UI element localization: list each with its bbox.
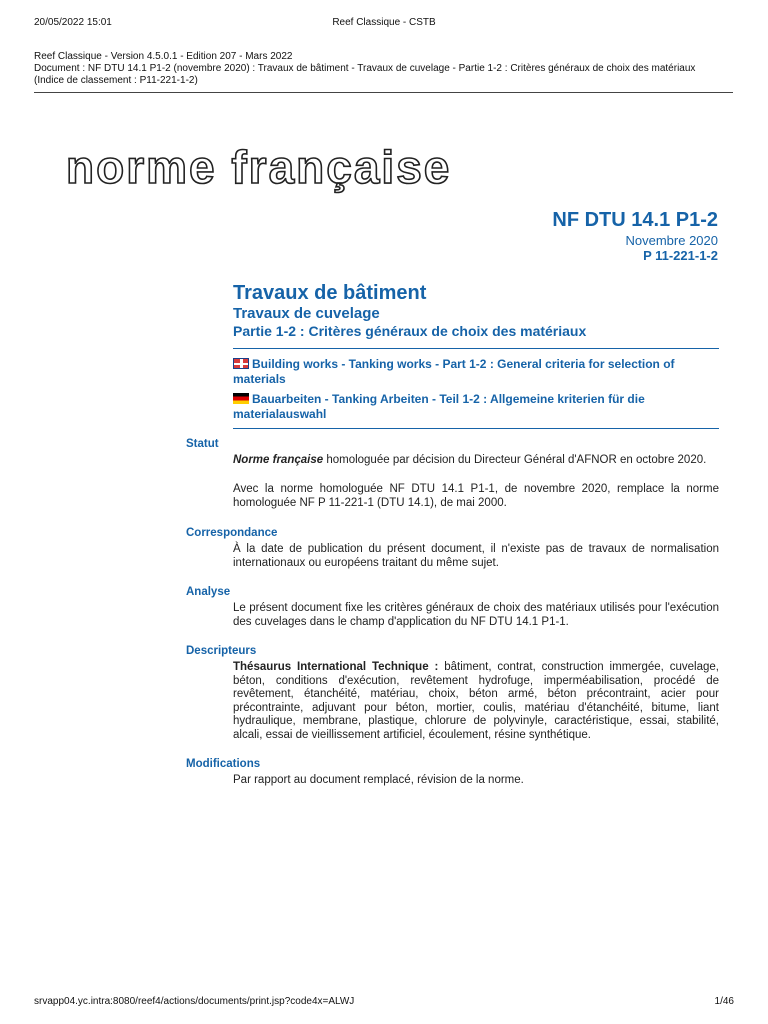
translation-german — [233, 392, 719, 422]
translation-english-text: Building works - Tanking works - Part 1-2 : General criteria for selection of materials — [233, 357, 675, 386]
statut-text — [233, 454, 719, 468]
norme-francaise-title: norme française — [66, 141, 452, 193]
statut-text-1: homologuée par décision du Directeur Général d'AFNOR en octobre 2020. — [323, 454, 707, 466]
header-line-document: Document : NF DTU 14.1 P1-2 (novembre 2020) : Travaux de bâtiment - Travaux de cuvelage - Partie 1-2 : Critères généraux de choix des matériaux — [34, 63, 696, 74]
section-heading-analyse: Analyse — [186, 586, 231, 598]
translations-divider — [233, 428, 719, 429]
document-header — [34, 51, 734, 87]
modifications-text: Par rapport au document remplacé, révision de la norme. — [233, 774, 524, 786]
descripteurs-label: Thésaurus International Technique : — [233, 661, 439, 673]
document-title-part: Partie 1-2 : Critères généraux de choix des matériaux — [233, 323, 587, 339]
header-divider — [34, 92, 733, 93]
page-number: 1/46 — [714, 996, 734, 1007]
standard-index: P 11-221-1-2 — [643, 248, 718, 263]
translation-german-text: Bauarbeiten - Tanking Arbeiten - Teil 1-2 : Allgemeine kriterien für die materialauswahl — [233, 392, 645, 421]
statut-text-2: Avec la norme homologuée NF DTU 14.1 P1-1, de novembre 2020, remplace la norme homologuée NF P 11-221-1 (DTU 14.1), de mai 2000. — [233, 483, 719, 509]
german-flag-icon — [233, 393, 249, 404]
section-heading-correspondance: Correspondance — [186, 527, 278, 539]
standard-number: NF DTU 14.1 P1-2 — [552, 209, 718, 231]
section-heading-descripteurs: Descripteurs — [186, 645, 257, 657]
print-page-title: Reef Classique - CSTB — [332, 17, 436, 28]
descripteurs-list: bâtiment, contrat, construction immergée, cuvelage, béton, conditions d'exécution, revêtement hydrofuge, imperméabilisation, procédé de revêtement, étanchéité, matériau, choix, béton armé, béton précontraint, acier pour précontrainte, adjuvant pour béton, mortier, coulis, matériau d'étanchéité, bitume, liant hydraulique, membrane, plastique, chlorure de polyvinyle, caractéristique, essai, stabilité, alcali, essai de vieillissement artificiel, écoulement, résine synthétique. — [233, 661, 719, 741]
uk-flag-icon — [233, 358, 249, 369]
section-heading-statut: Statut — [186, 438, 219, 450]
statut-emphasis: Norme française — [233, 454, 324, 466]
footer-url: srvapp04.yc.intra:8080/reef4/actions/documents/print.jsp?code4x=ALWJ — [34, 996, 355, 1007]
document-title-sub: Travaux de cuvelage — [233, 305, 380, 322]
print-datetime: 20/05/2022 15:01 — [34, 17, 112, 28]
correspondance-text: À la date de publication du présent document, il n'existe pas de travaux de normalisation internationaux ou européens traitant du même sujet. — [233, 543, 719, 569]
analyse-text: Le présent document fixe les critères généraux de choix des matériaux utilisés pour l'exécution des cuvelages dans le champ d'application du NF DTU 14.1 P1-1. — [233, 602, 719, 628]
header-line-version: Reef Classique - Version 4.5.0.1 - Edition 207 - Mars 2022 — [34, 51, 293, 62]
descripteurs-text — [233, 661, 719, 742]
standard-date: Novembre 2020 — [625, 233, 718, 248]
header-line-index: (Indice de classement : P11-221-1-2) — [34, 75, 198, 86]
translation-english — [233, 357, 719, 387]
title-divider — [233, 348, 719, 349]
section-heading-modifications: Modifications — [186, 758, 261, 770]
document-title-main: Travaux de bâtiment — [233, 282, 427, 304]
